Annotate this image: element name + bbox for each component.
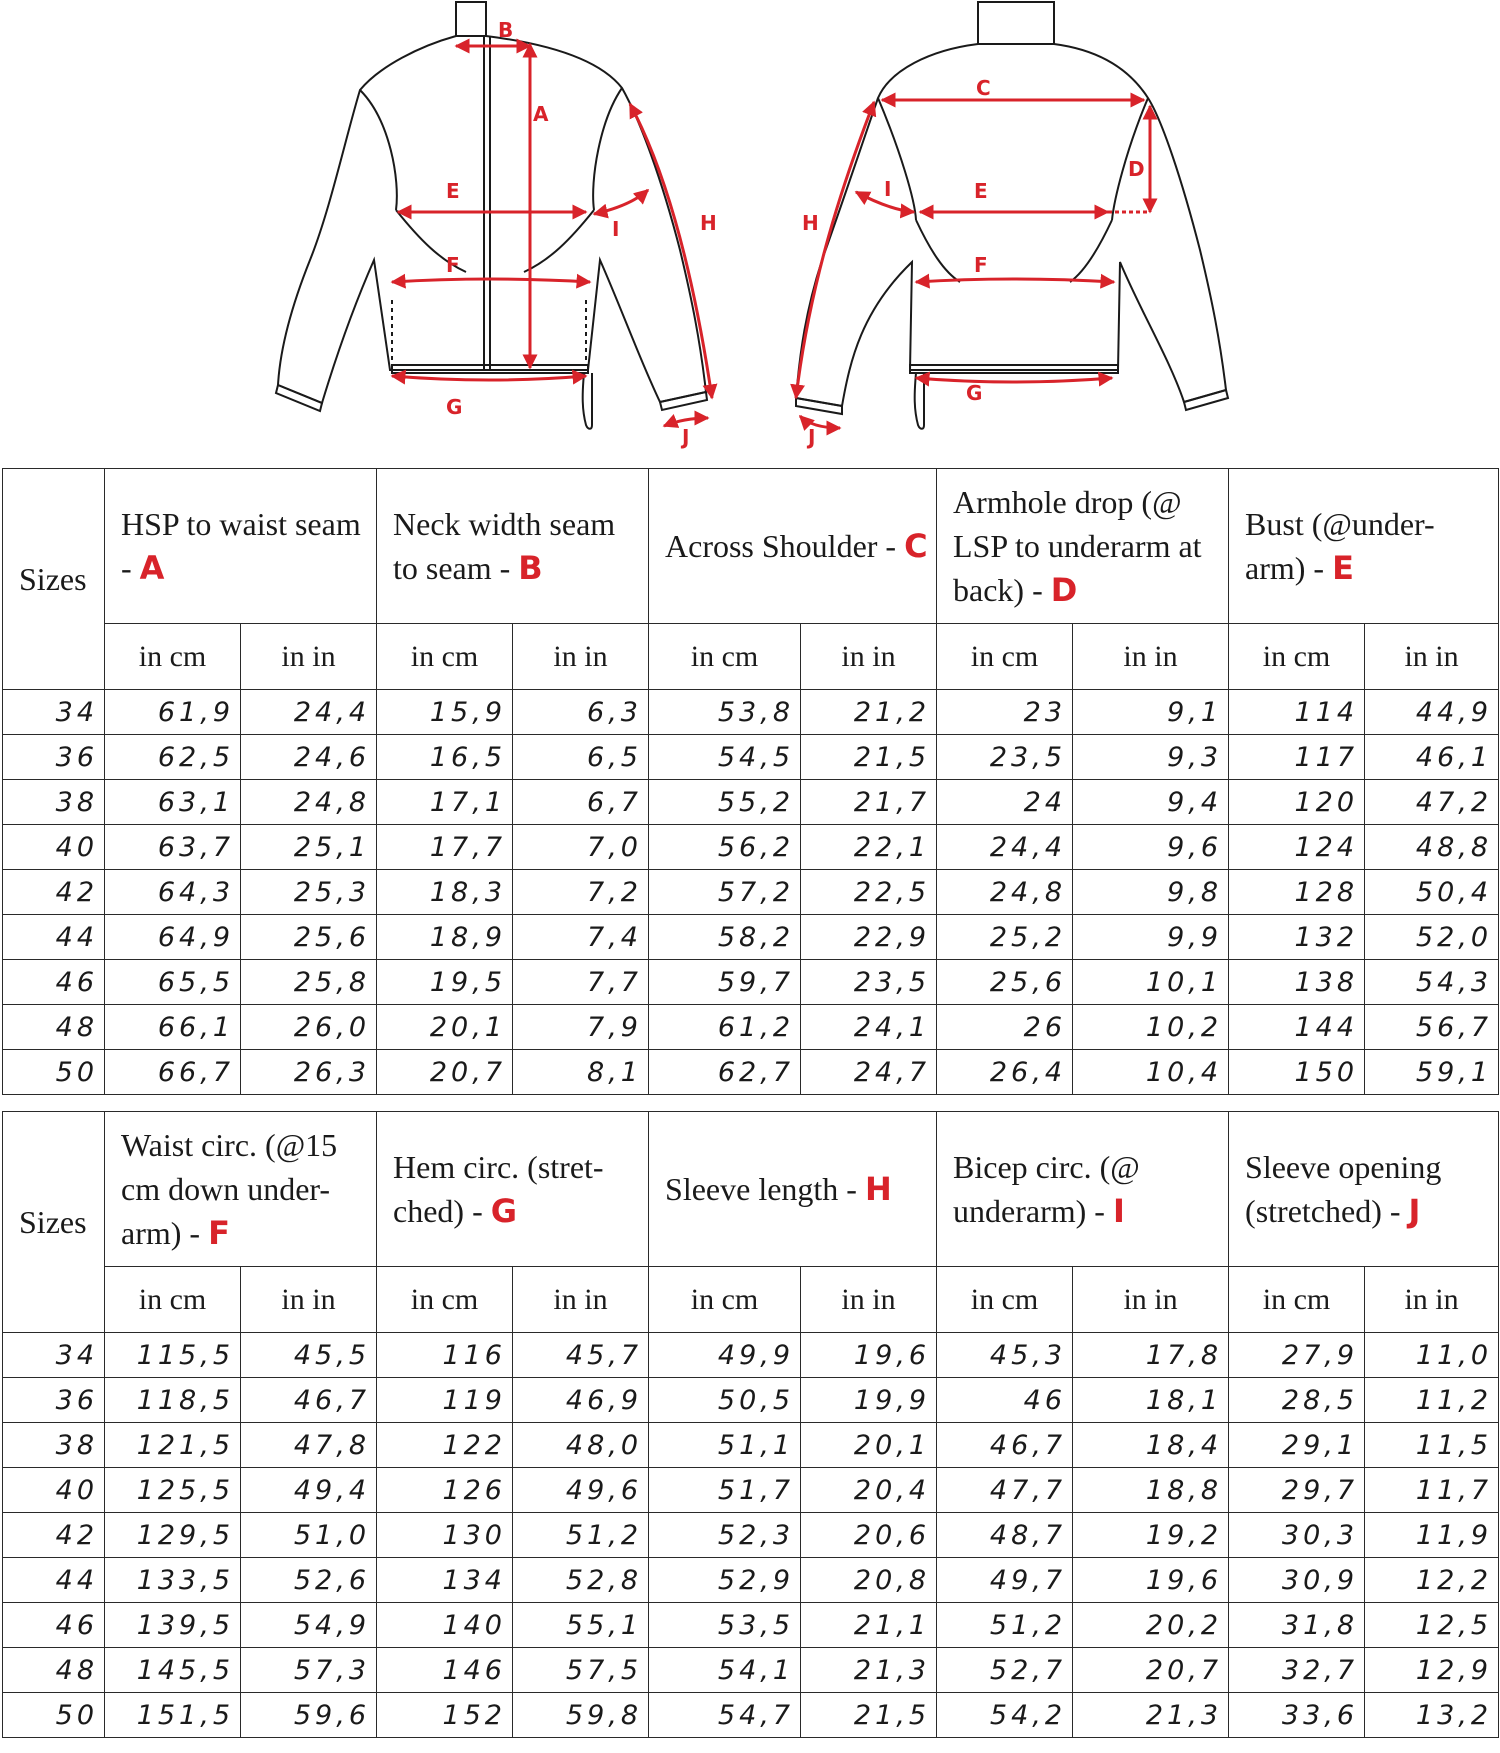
value-cell: 7,4 (513, 915, 649, 960)
value-cell: 21,2 (801, 690, 937, 735)
svg-text:I: I (884, 177, 892, 201)
value-cell: 15,9 (377, 690, 513, 735)
value-cell: 54,1 (649, 1648, 801, 1693)
value-cell: 10,4 (1073, 1050, 1229, 1095)
value-cell: 24,1 (801, 1005, 937, 1050)
value-cell: 25,1 (241, 825, 377, 870)
back-letters (802, 76, 1145, 449)
table-row (3, 1468, 1499, 1513)
value-cell: 62,5 (105, 735, 241, 780)
value-cell: 19,6 (801, 1333, 937, 1378)
value-cell: 25,6 (241, 915, 377, 960)
value-cell: 125,5 (105, 1468, 241, 1513)
value-cell: 12,2 (1365, 1558, 1499, 1603)
value-cell: 24,4 (937, 825, 1073, 870)
value-cell: 18,1 (1073, 1378, 1229, 1423)
value-cell: 21,7 (801, 780, 937, 825)
value-cell: 28,5 (1229, 1378, 1365, 1423)
size-cell: 46 (3, 1603, 105, 1648)
svg-text:A: A (533, 102, 549, 126)
value-cell: 29,1 (1229, 1423, 1365, 1468)
unit-cm: in cm (649, 1267, 801, 1333)
value-cell: 24,8 (937, 870, 1073, 915)
value-cell: 20,1 (801, 1423, 937, 1468)
size-cell: 48 (3, 1648, 105, 1693)
value-cell: 118,5 (105, 1378, 241, 1423)
table-row (3, 1558, 1499, 1603)
value-cell: 57,2 (649, 870, 801, 915)
value-cell: 45,3 (937, 1333, 1073, 1378)
svg-text:B: B (498, 18, 514, 42)
value-cell: 63,7 (105, 825, 241, 870)
value-cell: 46,9 (513, 1378, 649, 1423)
size-cell: 42 (3, 870, 105, 915)
value-cell: 46 (937, 1378, 1073, 1423)
unit-in: in in (1073, 624, 1229, 690)
svg-text:I: I (612, 217, 620, 241)
table-row (3, 1333, 1499, 1378)
svg-text:G: G (446, 395, 463, 419)
value-cell: 9,3 (1073, 735, 1229, 780)
column-header-j: Sleeve opening (stretched) - J (1229, 1112, 1499, 1267)
value-cell: 129,5 (105, 1513, 241, 1558)
svg-text:C: C (976, 76, 991, 100)
size-cell: 38 (3, 780, 105, 825)
size-cell: 36 (3, 1378, 105, 1423)
value-cell: 128 (1229, 870, 1365, 915)
sizes-header: Sizes (3, 1112, 105, 1333)
value-cell: 126 (377, 1468, 513, 1513)
value-cell: 46,7 (241, 1378, 377, 1423)
value-cell: 25,8 (241, 960, 377, 1005)
value-cell: 21,5 (801, 735, 937, 780)
table-row (3, 1513, 1499, 1558)
value-cell: 54,2 (937, 1693, 1073, 1738)
unit-cm: in cm (937, 1267, 1073, 1333)
value-cell: 151,5 (105, 1693, 241, 1738)
value-cell: 116 (377, 1333, 513, 1378)
value-cell: 138 (1229, 960, 1365, 1005)
svg-text:J: J (808, 425, 816, 449)
value-cell: 61,9 (105, 690, 241, 735)
value-cell: 115,5 (105, 1333, 241, 1378)
column-header-i: Bicep circ. (@ underarm) - I (937, 1112, 1229, 1267)
value-cell: 9,4 (1073, 780, 1229, 825)
value-cell: 52,8 (513, 1558, 649, 1603)
column-header-c: Across Shoulder - C (649, 469, 937, 624)
value-cell: 52,6 (241, 1558, 377, 1603)
value-cell: 12,5 (1365, 1603, 1499, 1648)
value-cell: 56,7 (1365, 1005, 1499, 1050)
value-cell: 27,9 (1229, 1333, 1365, 1378)
table-row (3, 1648, 1499, 1693)
value-cell: 23,5 (801, 960, 937, 1005)
table-row (3, 690, 1499, 735)
table2-body (3, 1333, 1499, 1738)
table-row (3, 1005, 1499, 1050)
value-cell: 29,7 (1229, 1468, 1365, 1513)
value-cell: 59,7 (649, 960, 801, 1005)
svg-text:E: E (446, 179, 460, 203)
value-cell: 64,9 (105, 915, 241, 960)
size-table-2 (2, 1111, 1499, 1738)
table-row (3, 1050, 1499, 1095)
table-row (3, 960, 1499, 1005)
value-cell: 50,4 (1365, 870, 1499, 915)
table-row (3, 870, 1499, 915)
value-cell: 9,9 (1073, 915, 1229, 960)
table1-body (3, 690, 1499, 1095)
size-cell: 50 (3, 1050, 105, 1095)
value-cell: 45,7 (513, 1333, 649, 1378)
unit-in: in in (513, 624, 649, 690)
value-cell: 139,5 (105, 1603, 241, 1648)
value-cell: 25,6 (937, 960, 1073, 1005)
value-cell: 54,9 (241, 1603, 377, 1648)
value-cell: 7,2 (513, 870, 649, 915)
size-cell: 40 (3, 825, 105, 870)
value-cell: 47,7 (937, 1468, 1073, 1513)
front-view (276, 2, 707, 429)
value-cell: 26 (937, 1005, 1073, 1050)
size-cell: 34 (3, 1333, 105, 1378)
value-cell: 22,9 (801, 915, 937, 960)
value-cell: 145,5 (105, 1648, 241, 1693)
value-cell: 18,9 (377, 915, 513, 960)
value-cell: 133,5 (105, 1558, 241, 1603)
value-cell: 23,5 (937, 735, 1073, 780)
value-cell: 120 (1229, 780, 1365, 825)
value-cell: 52,9 (649, 1558, 801, 1603)
size-cell: 40 (3, 1468, 105, 1513)
value-cell: 51,1 (649, 1423, 801, 1468)
value-cell: 62,7 (649, 1050, 801, 1095)
value-cell: 121,5 (105, 1423, 241, 1468)
value-cell: 49,6 (513, 1468, 649, 1513)
column-header-d: Armhole drop (@ LSP to underarm at back) - D (937, 469, 1229, 624)
table-row (3, 735, 1499, 780)
unit-cm: in cm (937, 624, 1073, 690)
size-cell: 34 (3, 690, 105, 735)
value-cell: 46,1 (1365, 735, 1499, 780)
column-header-h: Sleeve length - H (649, 1112, 937, 1267)
unit-in: in in (801, 1267, 937, 1333)
value-cell: 52,0 (1365, 915, 1499, 960)
value-cell: 134 (377, 1558, 513, 1603)
value-cell: 66,7 (105, 1050, 241, 1095)
value-cell: 140 (377, 1603, 513, 1648)
value-cell: 9,6 (1073, 825, 1229, 870)
value-cell: 65,5 (105, 960, 241, 1005)
table-row (3, 1603, 1499, 1648)
value-cell: 19,6 (1073, 1558, 1229, 1603)
value-cell: 13,2 (1365, 1693, 1499, 1738)
value-cell: 54,3 (1365, 960, 1499, 1005)
unit-cm: in cm (1229, 1267, 1365, 1333)
value-cell: 23 (937, 690, 1073, 735)
value-cell: 150 (1229, 1050, 1365, 1095)
value-cell: 21,3 (801, 1648, 937, 1693)
value-cell: 21,3 (1073, 1693, 1229, 1738)
value-cell: 7,0 (513, 825, 649, 870)
value-cell: 21,5 (801, 1693, 937, 1738)
value-cell: 64,3 (105, 870, 241, 915)
unit-cm: in cm (649, 624, 801, 690)
table-row (3, 1378, 1499, 1423)
unit-cm: in cm (105, 624, 241, 690)
value-cell: 9,8 (1073, 870, 1229, 915)
value-cell: 33,6 (1229, 1693, 1365, 1738)
value-cell: 22,1 (801, 825, 937, 870)
value-cell: 55,2 (649, 780, 801, 825)
size-cell: 46 (3, 960, 105, 1005)
value-cell: 26,0 (241, 1005, 377, 1050)
size-cell: 44 (3, 915, 105, 960)
value-cell: 54,5 (649, 735, 801, 780)
front-arrows (392, 44, 712, 426)
value-cell: 122 (377, 1423, 513, 1468)
value-cell: 7,9 (513, 1005, 649, 1050)
value-cell: 9,1 (1073, 690, 1229, 735)
value-cell: 46,7 (937, 1423, 1073, 1468)
unit-cm: in cm (1229, 624, 1365, 690)
value-cell: 52,3 (649, 1513, 801, 1558)
column-header-f: Waist circ. (@15 cm down under-arm) - F (105, 1112, 377, 1267)
value-cell: 32,7 (1229, 1648, 1365, 1693)
value-cell: 26,3 (241, 1050, 377, 1095)
unit-in: in in (241, 624, 377, 690)
value-cell: 52,7 (937, 1648, 1073, 1693)
unit-cm: in cm (377, 1267, 513, 1333)
unit-in: in in (1365, 624, 1499, 690)
value-cell: 130 (377, 1513, 513, 1558)
svg-text:E: E (974, 179, 988, 203)
value-cell: 49,4 (241, 1468, 377, 1513)
value-cell: 24,7 (801, 1050, 937, 1095)
value-cell: 44,9 (1365, 690, 1499, 735)
value-cell: 25,3 (241, 870, 377, 915)
value-cell: 57,3 (241, 1648, 377, 1693)
svg-text:G: G (966, 381, 983, 405)
value-cell: 24,6 (241, 735, 377, 780)
column-header-g: Hem circ. (stret-ched) - G (377, 1112, 649, 1267)
value-cell: 132 (1229, 915, 1365, 960)
value-cell: 152 (377, 1693, 513, 1738)
size-cell: 38 (3, 1423, 105, 1468)
column-header-e: Bust (@under-arm) - E (1229, 469, 1499, 624)
value-cell: 117 (1229, 735, 1365, 780)
value-cell: 8,1 (513, 1050, 649, 1095)
svg-text:F: F (974, 253, 988, 277)
value-cell: 59,6 (241, 1693, 377, 1738)
unit-in: in in (801, 624, 937, 690)
value-cell: 18,8 (1073, 1468, 1229, 1513)
value-cell: 31,8 (1229, 1603, 1365, 1648)
back-arrows (796, 100, 1150, 428)
value-cell: 20,7 (1073, 1648, 1229, 1693)
column-header-b: Neck width seam to seam - B (377, 469, 649, 624)
value-cell: 49,9 (649, 1333, 801, 1378)
table-row (3, 1423, 1499, 1468)
value-cell: 30,3 (1229, 1513, 1365, 1558)
value-cell: 24 (937, 780, 1073, 825)
value-cell: 6,5 (513, 735, 649, 780)
size-cell: 44 (3, 1558, 105, 1603)
value-cell: 20,7 (377, 1050, 513, 1095)
size-cell: 48 (3, 1005, 105, 1050)
value-cell: 144 (1229, 1005, 1365, 1050)
unit-in: in in (513, 1267, 649, 1333)
value-cell: 61,2 (649, 1005, 801, 1050)
unit-cm: in cm (377, 624, 513, 690)
value-cell: 16,5 (377, 735, 513, 780)
value-cell: 7,7 (513, 960, 649, 1005)
value-cell: 66,1 (105, 1005, 241, 1050)
svg-text:F: F (446, 253, 460, 277)
value-cell: 57,5 (513, 1648, 649, 1693)
value-cell: 26,4 (937, 1050, 1073, 1095)
value-cell: 47,8 (241, 1423, 377, 1468)
value-cell: 10,1 (1073, 960, 1229, 1005)
value-cell: 11,0 (1365, 1333, 1499, 1378)
value-cell: 59,1 (1365, 1050, 1499, 1095)
jacket-measurement-diagram (0, 0, 1500, 465)
value-cell: 47,2 (1365, 780, 1499, 825)
value-cell: 54,7 (649, 1693, 801, 1738)
value-cell: 55,1 (513, 1603, 649, 1648)
value-cell: 51,2 (513, 1513, 649, 1558)
value-cell: 56,2 (649, 825, 801, 870)
value-cell: 17,7 (377, 825, 513, 870)
value-cell: 24,8 (241, 780, 377, 825)
table-row (3, 780, 1499, 825)
table-row (3, 825, 1499, 870)
value-cell: 48,0 (513, 1423, 649, 1468)
value-cell: 11,5 (1365, 1423, 1499, 1468)
value-cell: 11,7 (1365, 1468, 1499, 1513)
value-cell: 22,5 (801, 870, 937, 915)
size-table-1 (2, 468, 1499, 1095)
value-cell: 48,7 (937, 1513, 1073, 1558)
size-cell: 36 (3, 735, 105, 780)
value-cell: 30,9 (1229, 1558, 1365, 1603)
value-cell: 51,7 (649, 1468, 801, 1513)
value-cell: 11,2 (1365, 1378, 1499, 1423)
value-cell: 63,1 (105, 780, 241, 825)
value-cell: 45,5 (241, 1333, 377, 1378)
unit-in: in in (241, 1267, 377, 1333)
value-cell: 19,5 (377, 960, 513, 1005)
value-cell: 53,8 (649, 690, 801, 735)
table-row (3, 1693, 1499, 1738)
sizes-header: Sizes (3, 469, 105, 690)
svg-text:H: H (802, 211, 819, 235)
value-cell: 11,9 (1365, 1513, 1499, 1558)
size-cell: 42 (3, 1513, 105, 1558)
value-cell: 17,1 (377, 780, 513, 825)
value-cell: 49,7 (937, 1558, 1073, 1603)
value-cell: 18,4 (1073, 1423, 1229, 1468)
unit-in: in in (1073, 1267, 1229, 1333)
value-cell: 25,2 (937, 915, 1073, 960)
value-cell: 50,5 (649, 1378, 801, 1423)
value-cell: 18,3 (377, 870, 513, 915)
value-cell: 19,2 (1073, 1513, 1229, 1558)
value-cell: 20,2 (1073, 1603, 1229, 1648)
value-cell: 51,2 (937, 1603, 1073, 1648)
value-cell: 21,1 (801, 1603, 937, 1648)
value-cell: 12,9 (1365, 1648, 1499, 1693)
value-cell: 146 (377, 1648, 513, 1693)
value-cell: 6,7 (513, 780, 649, 825)
value-cell: 124 (1229, 825, 1365, 870)
value-cell: 48,8 (1365, 825, 1499, 870)
unit-in: in in (1365, 1267, 1499, 1333)
value-cell: 20,6 (801, 1513, 937, 1558)
svg-text:H: H (700, 211, 717, 235)
value-cell: 119 (377, 1378, 513, 1423)
value-cell: 59,8 (513, 1693, 649, 1738)
size-cell: 50 (3, 1693, 105, 1738)
back-view (796, 2, 1228, 429)
value-cell: 6,3 (513, 690, 649, 735)
value-cell: 20,8 (801, 1558, 937, 1603)
svg-text:D: D (1128, 157, 1145, 181)
value-cell: 19,9 (801, 1378, 937, 1423)
value-cell: 53,5 (649, 1603, 801, 1648)
value-cell: 10,2 (1073, 1005, 1229, 1050)
value-cell: 20,1 (377, 1005, 513, 1050)
svg-text:J: J (682, 425, 690, 449)
table-row (3, 915, 1499, 960)
column-header-a: HSP to waist seam - A (105, 469, 377, 624)
value-cell: 24,4 (241, 690, 377, 735)
value-cell: 20,4 (801, 1468, 937, 1513)
value-cell: 17,8 (1073, 1333, 1229, 1378)
value-cell: 58,2 (649, 915, 801, 960)
value-cell: 114 (1229, 690, 1365, 735)
value-cell: 51,0 (241, 1513, 377, 1558)
unit-cm: in cm (105, 1267, 241, 1333)
